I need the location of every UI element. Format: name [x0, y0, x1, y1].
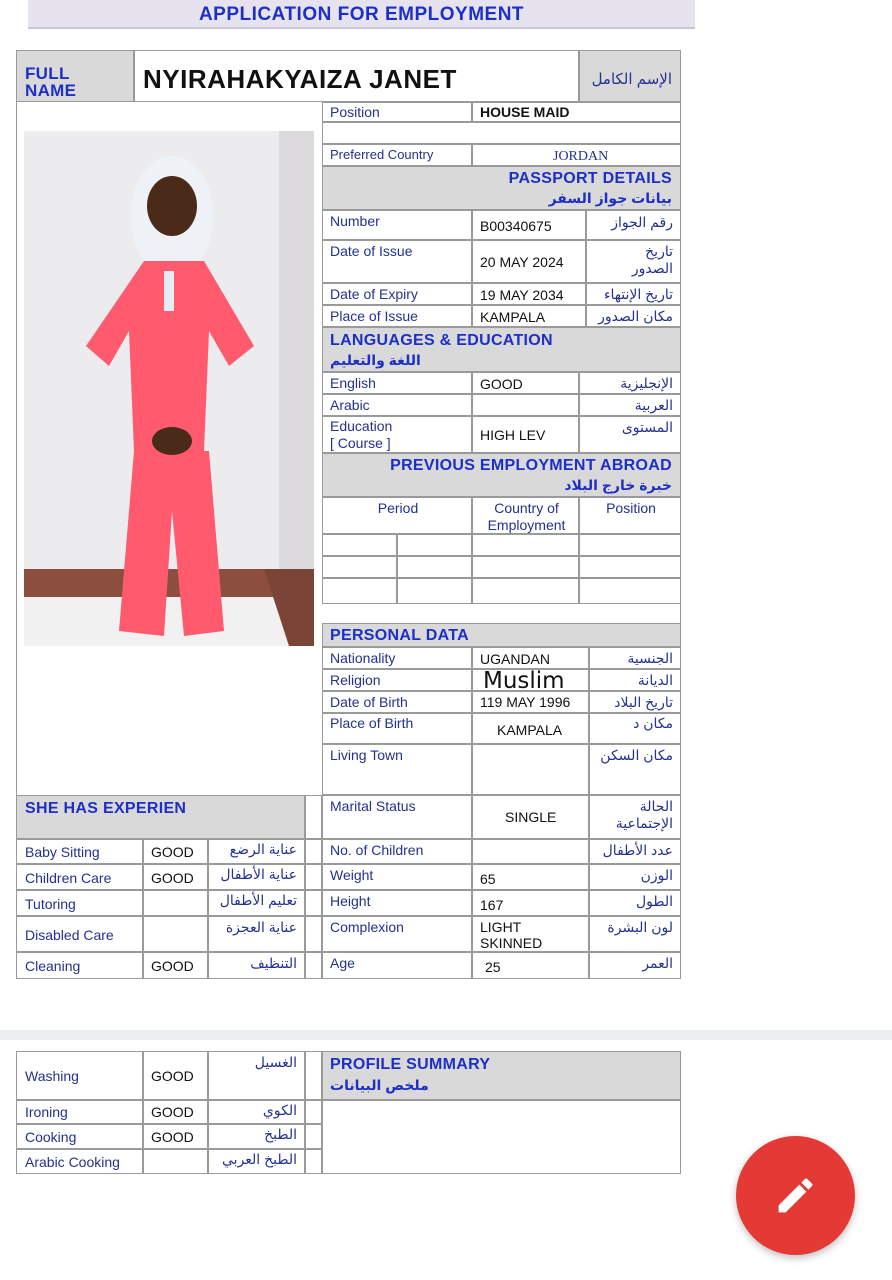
profile-summary-heading-ar: ملخص البيانات — [330, 1077, 429, 1093]
marital-status-label: Marital Status — [330, 798, 416, 814]
disabled-care-ar: عناية العجزة — [225, 919, 297, 935]
date-of-birth-label-cell — [322, 691, 472, 713]
cleaning-value: GOOD — [151, 958, 194, 974]
arabic-cooking-ar: الطبخ العربي — [222, 1151, 297, 1167]
religion-value: Muslim — [483, 668, 565, 694]
page-separator — [0, 1030, 892, 1040]
date-of-issue-ar: تاريخ الصدور — [631, 243, 673, 276]
passport-header — [322, 166, 681, 210]
languages-heading: LANGUAGES & EDUCATION — [330, 332, 553, 349]
cleaning-ar: التنظيف — [250, 955, 297, 971]
children-label-cell — [322, 839, 472, 864]
tutoring-label-cell — [16, 890, 143, 916]
cooking-ar: الطبخ — [264, 1126, 297, 1142]
cooking-label-cell — [16, 1124, 143, 1149]
height-ar: الطول — [635, 893, 673, 909]
position-header-cell — [579, 497, 681, 534]
washing-value: GOOD — [151, 1068, 194, 1084]
position-value: HOUSE MAID — [480, 104, 570, 120]
complexion-label: Complexion — [330, 919, 404, 935]
position-label-cell — [322, 102, 472, 122]
applicant-photo — [24, 131, 314, 646]
tutoring-ar-cell — [208, 890, 305, 916]
previous-employment-heading-ar: خبرة خارج البلاد — [564, 477, 672, 493]
date-of-issue-label: Date of Issue — [330, 243, 413, 259]
nationality-value-cell — [472, 647, 589, 669]
skills-spacer — [305, 1051, 322, 1100]
english-value: GOOD — [480, 376, 523, 392]
employment-cell — [579, 534, 681, 556]
date-of-birth-value-cell — [472, 691, 589, 713]
country-header-cell — [472, 497, 579, 534]
arabic-value-cell — [472, 394, 579, 416]
employment-cell — [472, 556, 579, 578]
passport-number-label-cell — [322, 210, 472, 240]
washing-ar-cell — [208, 1051, 305, 1100]
position-blank-row — [322, 122, 681, 144]
experience-spacer — [305, 952, 322, 979]
place-of-birth-value-cell — [472, 713, 589, 744]
experience-spacer — [305, 839, 322, 864]
weight-label: Weight — [330, 867, 374, 883]
title-bar — [28, 0, 695, 29]
employment-cell — [472, 578, 579, 604]
full-name-ar: الإسم الكامل — [591, 71, 672, 88]
skills-spacer — [305, 1149, 322, 1174]
baby-sitting-value: GOOD — [151, 844, 194, 860]
place-of-birth-label: Place of Birth — [330, 715, 414, 731]
employment-cell — [397, 556, 472, 578]
place-of-birth-ar-cell — [589, 713, 681, 744]
cooking-label: Cooking — [25, 1129, 77, 1145]
passport-number-label: Number — [330, 213, 380, 229]
cooking-value-cell — [143, 1124, 208, 1149]
date-of-birth-ar: تاريخ البلاد — [614, 694, 673, 710]
living-town-ar-cell — [589, 744, 681, 795]
weight-value: 65 — [480, 871, 496, 887]
employment-cell — [579, 578, 681, 604]
languages-header — [322, 327, 681, 372]
edit-button[interactable] — [736, 1136, 855, 1255]
profile-summary-header — [322, 1051, 681, 1100]
cleaning-ar-cell — [208, 952, 305, 979]
age-value-cell — [472, 952, 589, 979]
education-value: HIGH LEV — [480, 427, 546, 443]
children-ar: عدد الأطفال — [602, 842, 673, 858]
place-of-issue-ar-cell — [586, 305, 681, 327]
preferred-country-value: JORDAN — [553, 149, 609, 164]
education-label: Education [ Course ] — [330, 418, 393, 451]
full-name-value: NYIRAHAKYAIZA JANET — [143, 64, 457, 94]
english-ar-cell — [579, 372, 681, 394]
complexion-value-cell — [472, 916, 589, 952]
english-value-cell — [472, 372, 579, 394]
skills-spacer — [305, 1124, 322, 1149]
age-ar-cell — [589, 952, 681, 979]
employment-cell — [472, 534, 579, 556]
disabled-care-label: Disabled Care — [25, 927, 114, 943]
employment-cell — [579, 556, 681, 578]
children-label: No. of Children — [330, 842, 424, 858]
nationality-ar-cell — [589, 647, 681, 669]
ironing-ar: الكوي — [262, 1102, 297, 1118]
profile-summary-body — [322, 1100, 681, 1174]
disabled-care-ar-cell — [208, 916, 305, 952]
place-of-issue-label-cell — [322, 305, 472, 327]
height-value: 167 — [480, 897, 504, 913]
place-of-issue-label: Place of Issue — [330, 308, 418, 324]
passport-heading-ar: بيانات جواز السفر — [548, 190, 672, 206]
weight-label-cell — [322, 864, 472, 890]
date-of-expiry-value-cell — [472, 283, 586, 305]
washing-label-cell — [16, 1051, 143, 1100]
page-title: APPLICATION FOR EMPLOYMENT — [198, 4, 525, 25]
experience-spacer — [305, 890, 322, 916]
nationality-label: Nationality — [330, 650, 396, 666]
complexion-label-cell — [322, 916, 472, 952]
nationality-label-cell — [322, 647, 472, 669]
children-care-ar: عناية الأطفال — [220, 866, 297, 882]
date-of-expiry-label: Date of Expiry — [330, 286, 418, 302]
weight-value-cell — [472, 864, 589, 890]
tutoring-label: Tutoring — [25, 896, 76, 912]
weight-ar-cell — [589, 864, 681, 890]
experience-spacer — [305, 864, 322, 890]
religion-value-cell — [472, 668, 589, 694]
period-header-cell — [322, 497, 472, 534]
age-ar: العمر — [642, 955, 673, 971]
english-label-cell — [322, 372, 472, 394]
religion-ar: الديانة — [637, 672, 673, 688]
previous-employment-heading: PREVIOUS EMPLOYMENT ABROAD — [390, 457, 672, 474]
religion-label: Religion — [330, 672, 381, 688]
preferred-country-label-cell — [322, 144, 472, 166]
personal-data-heading: PERSONAL DATA — [330, 627, 470, 644]
employment-cell — [322, 556, 397, 578]
children-value-cell — [472, 839, 589, 864]
date-of-expiry-label-cell — [322, 283, 472, 305]
skills-spacer — [305, 1100, 322, 1124]
tutoring-value-cell — [143, 890, 208, 916]
washing-label: Washing — [25, 1068, 79, 1084]
full-name-label: FULL NAME — [25, 64, 77, 100]
height-label-cell — [322, 890, 472, 916]
education-label-cell — [322, 416, 472, 453]
washing-ar: الغسيل — [254, 1054, 297, 1070]
children-care-label-cell — [16, 864, 143, 890]
date-of-birth-label: Date of Birth — [330, 694, 408, 710]
employment-cell — [397, 578, 472, 604]
cooking-value: GOOD — [151, 1129, 194, 1145]
height-ar-cell — [589, 890, 681, 916]
age-label: Age — [330, 955, 355, 971]
place-of-issue-ar: مكان الصدور — [598, 308, 673, 324]
previous-employment-header — [322, 453, 681, 497]
arabic-cooking-value-cell — [143, 1149, 208, 1174]
baby-sitting-label-cell — [16, 839, 143, 864]
cleaning-label: Cleaning — [25, 958, 81, 974]
arabic-label-cell — [322, 394, 472, 416]
passport-heading: PASSPORT DETAILS — [508, 170, 672, 187]
period-header: Period — [377, 500, 419, 516]
passport-number-value-cell — [472, 210, 586, 240]
living-town-value-cell — [472, 744, 589, 795]
position-value-cell — [472, 102, 681, 122]
languages-heading-ar: اللغة والتعليم — [330, 352, 421, 368]
date-of-issue-label-cell — [322, 240, 472, 283]
height-label: Height — [330, 893, 371, 909]
place-of-issue-value: KAMPALA — [480, 309, 546, 325]
children-care-value: GOOD — [151, 870, 194, 886]
cooking-ar-cell — [208, 1124, 305, 1149]
date-of-issue-ar-cell — [586, 240, 681, 283]
date-of-birth-ar-cell — [589, 691, 681, 713]
arabic-label: Arabic — [330, 397, 370, 413]
place-of-birth-ar: مكان د — [633, 715, 673, 731]
position-label: Position — [330, 104, 380, 120]
tutoring-ar: تعليم الأطفال — [219, 892, 297, 908]
complexion-value: LIGHT SKINNED — [480, 919, 543, 951]
arabic-cooking-ar-cell — [208, 1149, 305, 1174]
ironing-label-cell — [16, 1100, 143, 1124]
place-of-issue-value-cell — [472, 305, 586, 327]
arabic-cooking-label-cell — [16, 1149, 143, 1174]
washing-value-cell — [143, 1051, 208, 1100]
living-town-ar: مكان السكن — [600, 747, 673, 763]
employment-cell — [322, 534, 397, 556]
date-of-expiry-ar: تاريخ الإنتهاء — [603, 286, 673, 302]
personal-data-header — [322, 623, 681, 647]
ironing-label: Ironing — [25, 1104, 68, 1120]
education-ar: المستوى — [621, 419, 673, 435]
place-of-birth-value: KAMPALA — [497, 722, 563, 738]
children-ar-cell — [589, 839, 681, 864]
preferred-country-label: Preferred Country — [330, 147, 434, 162]
date-of-expiry-value: 19 MAY 2034 — [480, 287, 564, 303]
age-label-cell — [322, 952, 472, 979]
passport-number-ar: رقم الجواز — [611, 214, 673, 230]
education-ar-cell — [579, 416, 681, 453]
passport-number-value: B00340675 — [480, 218, 552, 234]
date-of-birth-value: 119 MAY 1996 — [480, 694, 571, 710]
pencil-icon — [773, 1173, 818, 1218]
english-label: English — [330, 375, 376, 391]
disabled-care-label-cell — [16, 916, 143, 952]
experience-heading: SHE HAS EXPERIEN — [25, 800, 187, 817]
preferred-country-value-cell — [472, 144, 681, 166]
marital-status-label-cell — [322, 795, 472, 839]
children-care-ar-cell — [208, 864, 305, 890]
baby-sitting-ar-cell — [208, 839, 305, 864]
children-care-value-cell — [143, 864, 208, 890]
age-value: 25 — [485, 959, 501, 975]
ironing-value-cell — [143, 1100, 208, 1124]
ironing-value: GOOD — [151, 1104, 194, 1120]
height-value-cell — [472, 890, 589, 916]
employment-cell — [397, 534, 472, 556]
position-header: Position — [606, 500, 656, 516]
place-of-birth-label-cell — [322, 713, 472, 744]
passport-number-ar-cell — [586, 210, 681, 240]
arabic-ar: العربية — [634, 397, 673, 413]
full-name-value-cell — [134, 50, 579, 102]
experience-spacer — [305, 795, 322, 839]
baby-sitting-value-cell — [143, 839, 208, 864]
english-ar: الإنجليزية — [620, 375, 673, 391]
date-of-expiry-ar-cell — [586, 283, 681, 305]
cleaning-value-cell — [143, 952, 208, 979]
marital-status-ar-cell — [589, 795, 681, 839]
arabic-ar-cell — [579, 394, 681, 416]
living-town-label: Living Town — [330, 747, 403, 763]
arabic-cooking-label: Arabic Cooking — [25, 1154, 120, 1170]
country-header: Country of Employment — [487, 500, 566, 533]
complexion-ar-cell — [589, 916, 681, 952]
marital-status-ar: الحالة الإجتماعية — [615, 798, 673, 831]
employment-cell — [322, 578, 397, 604]
nationality-value: UGANDAN — [480, 651, 551, 667]
full-name-label-cell — [16, 50, 134, 102]
profile-summary-heading: PROFILE SUMMARY — [330, 1056, 491, 1073]
full-name-ar-cell — [579, 50, 681, 102]
children-care-label: Children Care — [25, 870, 112, 886]
marital-status-value-cell — [472, 795, 589, 839]
religion-label-cell — [322, 669, 472, 691]
education-value-cell — [472, 416, 579, 453]
marital-status-value: SINGLE — [505, 809, 557, 825]
disabled-care-value-cell — [143, 916, 208, 952]
living-town-label-cell — [322, 744, 472, 795]
cleaning-label-cell — [16, 952, 143, 979]
weight-ar: الوزن — [640, 867, 673, 883]
date-of-issue-value: 20 MAY 2024 — [480, 254, 564, 270]
experience-header — [16, 795, 305, 839]
experience-spacer — [305, 916, 322, 952]
ironing-ar-cell — [208, 1100, 305, 1124]
date-of-issue-value-cell — [472, 240, 586, 283]
complexion-ar: لون البشرة — [607, 919, 673, 935]
nationality-ar: الجنسية — [627, 650, 673, 666]
baby-sitting-label: Baby Sitting — [25, 844, 100, 860]
baby-sitting-ar: عناية الرضع — [229, 841, 297, 857]
religion-ar-cell — [589, 669, 681, 691]
